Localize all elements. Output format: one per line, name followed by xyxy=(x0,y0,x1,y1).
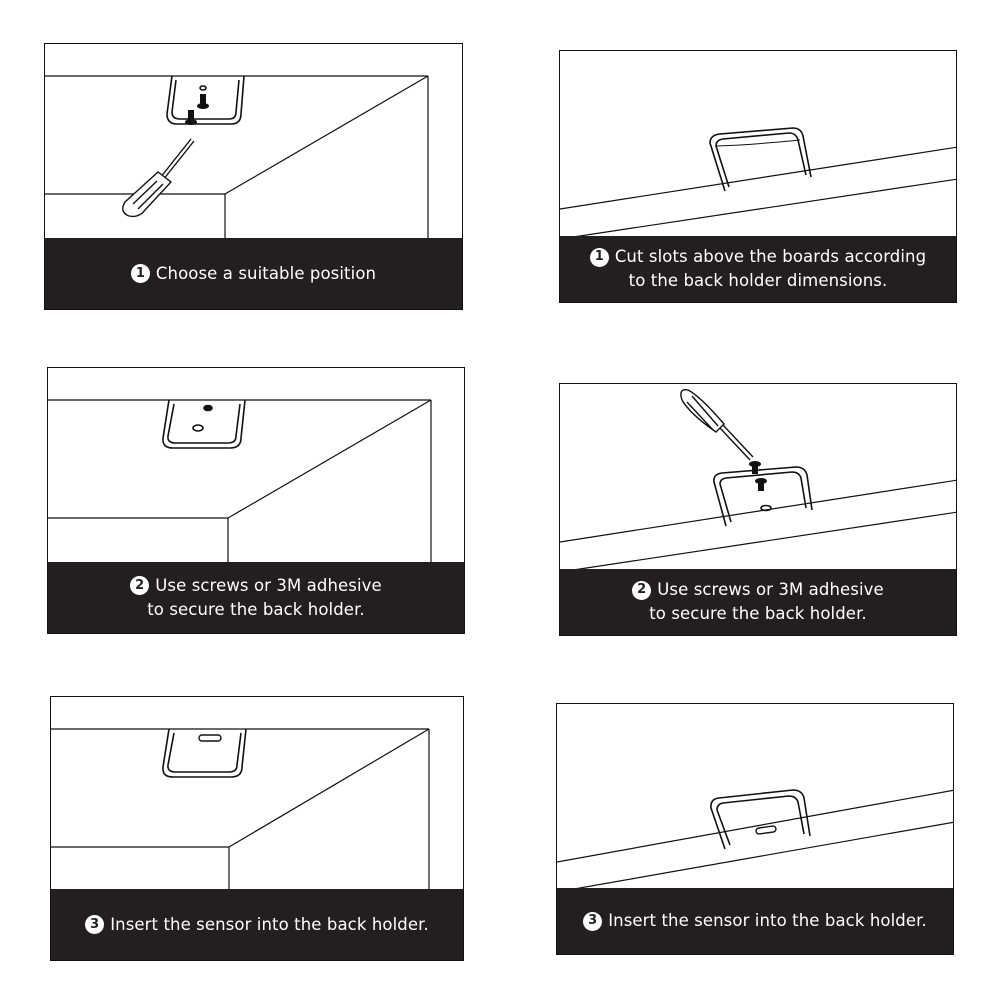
step-panel-secure-holder-side xyxy=(559,383,957,636)
step-caption xyxy=(560,236,956,302)
caption-line-1: Use screws or 3M adhesive xyxy=(155,575,382,595)
step-caption xyxy=(45,238,462,309)
back-holder-icon xyxy=(163,400,245,448)
step-caption xyxy=(48,562,464,633)
back-holder-icon xyxy=(714,467,812,526)
screwdriver-icon xyxy=(681,390,753,460)
step-caption xyxy=(560,569,956,635)
screw-icon xyxy=(185,94,209,125)
caption-line-1: Insert the sensor into the back holder. xyxy=(608,911,927,930)
step-number-badge: 3 xyxy=(85,915,104,934)
caption-line-1: Choose a suitable position xyxy=(155,263,377,283)
step-caption xyxy=(557,888,953,954)
caption-line-2: to secure the back holder. xyxy=(147,599,365,619)
sensor-slot-icon xyxy=(756,826,777,835)
step-panel-insert-sensor-side xyxy=(556,703,954,955)
caption-line-2: to the back holder dimensions. xyxy=(628,271,888,290)
back-holder-icon xyxy=(710,128,811,191)
step-number-badge: 2 xyxy=(130,576,149,595)
back-holder-icon xyxy=(163,729,246,777)
step-number-badge: 3 xyxy=(583,912,602,931)
step-caption xyxy=(51,889,463,960)
caption-line-1: Cut slots above the boards according xyxy=(614,247,927,266)
step-panel-choose-position xyxy=(44,43,463,310)
step-number-badge: 1 xyxy=(131,264,150,283)
step-panel-insert-sensor-top xyxy=(50,696,464,961)
sensor-slot-icon xyxy=(199,735,221,741)
step-number-badge: 1 xyxy=(590,248,609,267)
caption-line-1: Use screws or 3M adhesive xyxy=(657,580,884,599)
step-panel-cut-slots xyxy=(559,50,957,303)
caption-line-2: to secure the back holder. xyxy=(649,604,867,623)
screwdriver-icon xyxy=(123,139,194,216)
caption-line-1: Insert the sensor into the back holder. xyxy=(110,914,429,934)
step-panel-secure-holder-top xyxy=(47,367,465,634)
step-number-badge: 2 xyxy=(632,581,651,600)
